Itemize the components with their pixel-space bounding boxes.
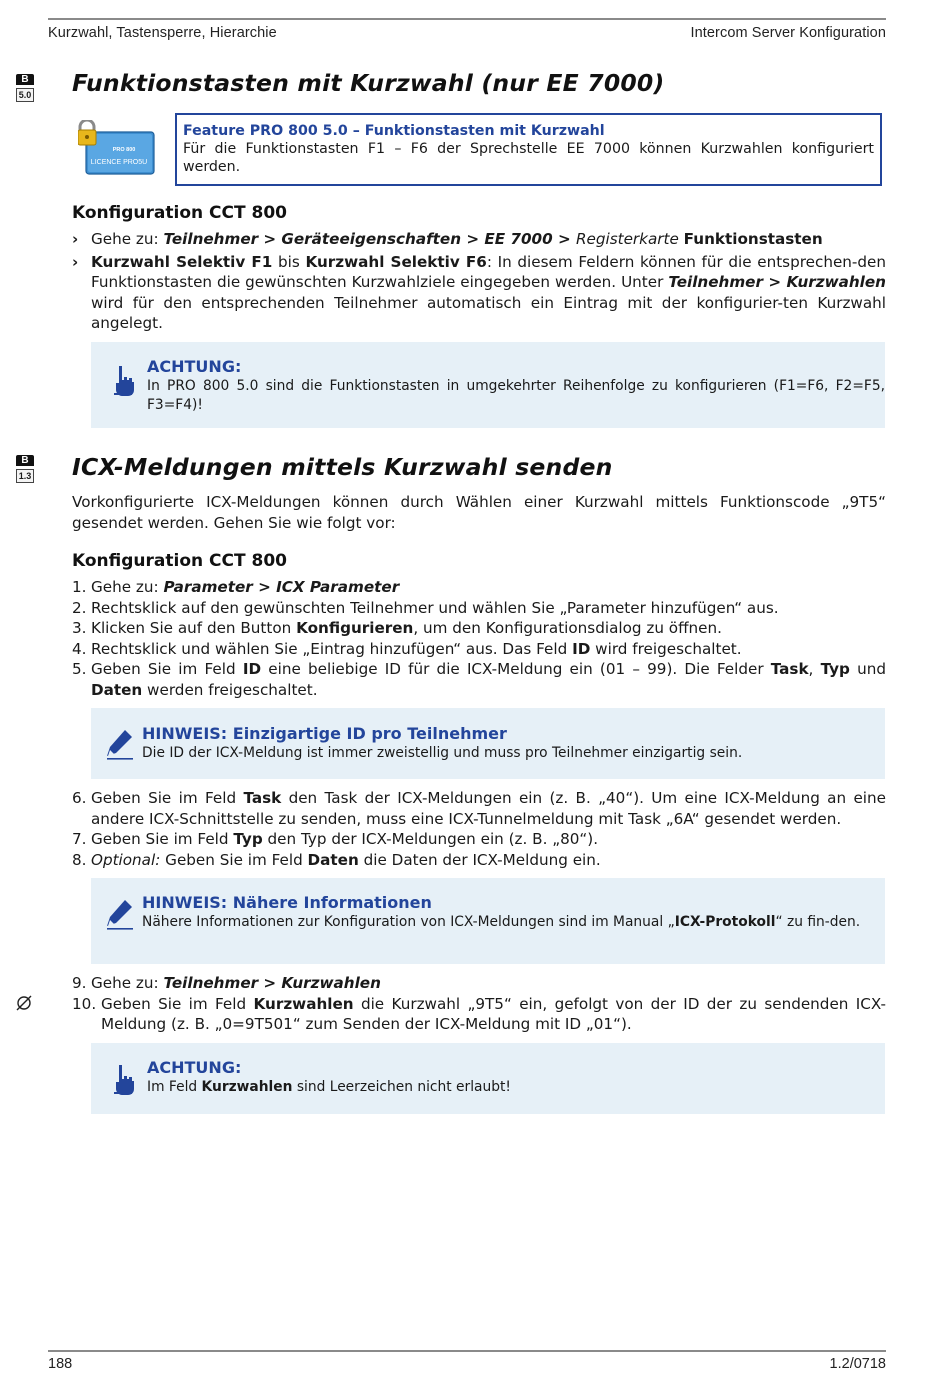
- crossed-pen-icon: [14, 993, 34, 1013]
- list-item: 9. Gehe zu: Teilnehmer > Kurzwahlen: [72, 974, 381, 992]
- section-title: ICX-Meldungen mittels Kurzwahl senden: [72, 453, 613, 481]
- header-rule: [48, 18, 886, 20]
- warning-text: Im Feld Kurzwahlen sind Leerzeichen nicht erlaubt!: [147, 1079, 511, 1095]
- warning-box: [91, 1043, 885, 1114]
- pointing-hand-icon: [111, 364, 137, 396]
- list-item: 1. Gehe zu: Parameter > ICX Parameter: [72, 578, 400, 596]
- svg-text:LICENCE PRO5U: LICENCE PRO5U: [90, 159, 148, 166]
- chevron-right-icon: ›: [72, 252, 79, 271]
- pencil-icon: [105, 728, 135, 760]
- list-item: 7. Geben Sie im Feld Typ den Typ der ICX-Meldungen ein (z. B. „80“).: [72, 830, 599, 848]
- hint-box: [91, 708, 885, 779]
- header-manual-title: Intercom Server Konfiguration: [690, 25, 886, 41]
- feature-box: [175, 113, 882, 186]
- footer-rule: [48, 1350, 886, 1352]
- licence-badge-icon: [78, 120, 156, 176]
- chevron-right-icon: ›: [72, 230, 79, 248]
- list-item: › Kurzwahl Selektiv F1 bis Kurzwahl Selektiv F6: In diesem Feldern können für die entsprechen-den Funktionstasten die gewünschten Kurzwahlziele eingegeben werden. Unter Teilnehmer > Kurzwahlen wird für den entsprechenden Teilnehmer automatisch ein Eintrag mit der konfigurier-ten Kurzwahl angelegt.: [72, 252, 887, 332]
- steps-list-3: [72, 973, 886, 1035]
- page-number: 188: [48, 1356, 73, 1372]
- hint-box: [91, 878, 885, 964]
- list-item: 8. Optional: Geben Sie im Feld Daten die Daten der ICX-Meldung ein.: [72, 850, 601, 869]
- hint-title: HINWEIS: Einzigartige ID pro Teilnehmer: [142, 724, 507, 743]
- hint-text: Nähere Informationen zur Konfiguration von ICX-Meldungen sind im Manual „ICX-Protokoll“ zu fin-den.: [142, 914, 861, 930]
- list-item: 6. Geben Sie im Feld Task den Task der ICX-Meldungen ein (z. B. „40“). Um eine ICX-Meldung an eine andere ICX-Schnittstelle zu senden, muss eine ICX-Tunnelmeldung mit Task „6A“ gesendet werden.: [72, 789, 886, 828]
- list-item: 5. Geben Sie im Feld ID eine beliebige ID für die ICX-Meldung ein (01 – 99). Die Felder Task, Typ und Daten werden freigeschaltet.: [72, 660, 886, 699]
- version-tag: B 1.3: [16, 455, 34, 483]
- list-item: 4. Rechtsklick und wählen Sie „Eintrag hinzufügen“ aus. Das Feld ID wird freigeschaltet.: [72, 639, 742, 658]
- version-tag: B 5.0: [16, 74, 34, 102]
- list-item: 2. Rechtsklick auf den gewünschten Teilnehmer und wählen Sie „Parameter hinzufügen“ aus.: [72, 598, 779, 617]
- list-item: › Gehe zu: Teilnehmer > Geräteeigenschaften > EE 7000 > Registerkarte Funktionstasten: [72, 230, 823, 248]
- config-heading: Konfiguration CCT 800: [72, 551, 287, 571]
- list-item: 10. Geben Sie im Feld Kurzwahlen die Kurzwahl „9T5“ ein, gefolgt von der ID der zu sendenden ICX-Meldung (z. B. „0=9T501“ zum Senden der ICX-Meldung mit ID „01“).: [72, 994, 886, 1033]
- pencil-icon: [105, 898, 135, 930]
- config-heading: Konfiguration CCT 800: [72, 203, 287, 223]
- intro-paragraph: Vorkonfigurierte ICX-Meldungen können durch Wählen einer Kurzwahl mittels Funktionscode „9T5“ gesendet werden. Gehen Sie wie folgt vor:: [72, 493, 886, 532]
- hint-title: HINWEIS: Nähere Informationen: [142, 893, 432, 912]
- feature-title: Feature PRO 800 5.0 – Funktionstasten mit Kurzwahl: [183, 123, 605, 139]
- warning-text: In PRO 800 5.0 sind die Funktionstasten in umgekehrter Reihenfolge zu konfigurieren (F1=F6, F2=F5, F3=F4)!: [147, 378, 885, 413]
- page-footer: [48, 1356, 886, 1372]
- page-header: [48, 25, 886, 41]
- list-item: 3. Klicken Sie auf den Button Konfigurieren, um den Konfigurationsdialog zu öffnen.: [72, 619, 722, 637]
- section-title: Funktionstasten mit Kurzwahl (nur EE 7000): [72, 69, 665, 97]
- svg-text:PRO 800: PRO 800: [112, 147, 136, 153]
- bullet-list: [72, 229, 886, 336]
- steps-list-2: [72, 788, 886, 870]
- pointing-hand-icon: [111, 1063, 137, 1095]
- warning-title: ACHTUNG:: [147, 1058, 242, 1077]
- header-chapter: Kurzwahl, Tastensperre, Hierarchie: [48, 25, 277, 41]
- hint-text: Die ID der ICX-Meldung ist immer zweistellig und muss pro Teilnehmer einzigartig sein.: [142, 745, 743, 761]
- document-version: 1.2/0718: [829, 1356, 886, 1372]
- warning-title: ACHTUNG:: [147, 357, 242, 376]
- steps-list-1: [72, 577, 886, 700]
- feature-text: Für die Funktionstasten F1 – F6 der Sprechstelle EE 7000 können Kurzwahlen konfiguriert werden.: [183, 141, 874, 175]
- warning-box: [91, 342, 885, 428]
